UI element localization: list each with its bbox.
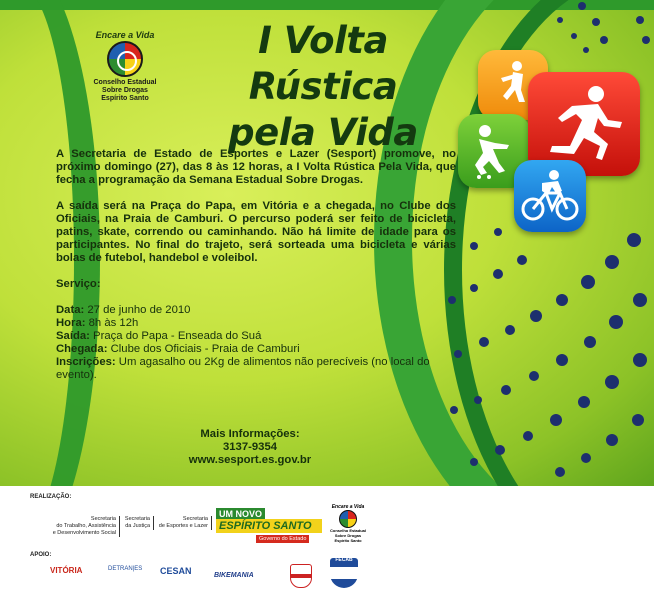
paragraph-route: A saída será na Praça do Papa, em Vitória e a chegada, no Clube dos Oficiais, na Praia de Camburi. O percurso poderá ser feito de bicicleta, patins, skate, correndo ou caminhando. Não há limite de idade para os participantes. No final do trajeto, será sorteada uma bicicleta e várias bolas de futebol, handebol e voleibol. [56, 200, 456, 264]
conselho-mini-logo: Encare a Vida Conselho Estadual Sobre Drogas Espírito Santo [329, 504, 366, 543]
contact-heading: Mais Informações: [200, 428, 300, 440]
sponsor-vitoria: VITÓRIA [50, 566, 83, 575]
mini-globe-icon [339, 510, 357, 528]
contact-block [150, 428, 350, 467]
detail-start: Saída: Praça do Papa - Enseada do Suá [56, 330, 262, 342]
contact-phone: 3137-9354 [222, 441, 278, 453]
globe-icon [107, 41, 143, 77]
logo-line-2: Sobre Drogas [102, 87, 148, 94]
logo-line-3: Espírito Santo [101, 95, 149, 102]
apoio-label: APOIO: [30, 552, 52, 558]
paragraph-intro: A Secretaria de Estado de Esportes e Lazer (Sesport) promove, no próximo domingo (27), das 8 às 12 horas, a I Volta Rústica Pela Vida, que fecha a programação da Semana Estadual Sobre Drogas. [56, 148, 456, 186]
club-crest-icon [290, 564, 312, 588]
org-esportes: Secretaria de Esportes e Lazer [156, 516, 212, 530]
service-heading: Serviço: [56, 278, 101, 290]
org-justica: Secretaria da Justiça [124, 516, 154, 530]
detail-registration: Inscrições: Um agasalho ou 2Kg de alimentos não perecíveis (no local do evento). [56, 356, 430, 381]
page-title [178, 18, 468, 156]
conselho-logo [86, 30, 164, 103]
sponsor-detran: DETRAN|ES [108, 566, 143, 572]
detail-time: Hora: 8h às 12h [56, 317, 139, 329]
governo-logo: UM NOVO ESPÍRITO SANTO Governo do Estado [216, 508, 322, 544]
cyclist-icon [514, 160, 586, 232]
announcement-body [56, 148, 456, 382]
realizacao-label: REALIZAÇÃO: [30, 494, 72, 500]
contact-website: www.sesport.es.gov.br [188, 454, 312, 466]
sponsor-cesan: CESAN [160, 566, 192, 576]
title-line-1: I Volta Rústica [248, 19, 398, 108]
sponsor-footer [0, 486, 654, 600]
detail-finish: Chegada: Clube dos Oficiais - Praia de Camburi [56, 343, 300, 355]
fecab-crest: FECAB [330, 558, 358, 588]
title-line-2: pela Vida [228, 111, 418, 154]
sponsor-bikemania: BIKEMANIA [214, 572, 254, 579]
logo-line-1: Conselho Estadual [93, 79, 157, 86]
detail-date: Data: 27 de junho de 2010 [56, 304, 191, 316]
org-trabalho: Secretaria do Trabalho, Assistência e Desenvolvimento Social [38, 516, 120, 537]
logo-arc-text: Encare a Vida [95, 30, 155, 40]
